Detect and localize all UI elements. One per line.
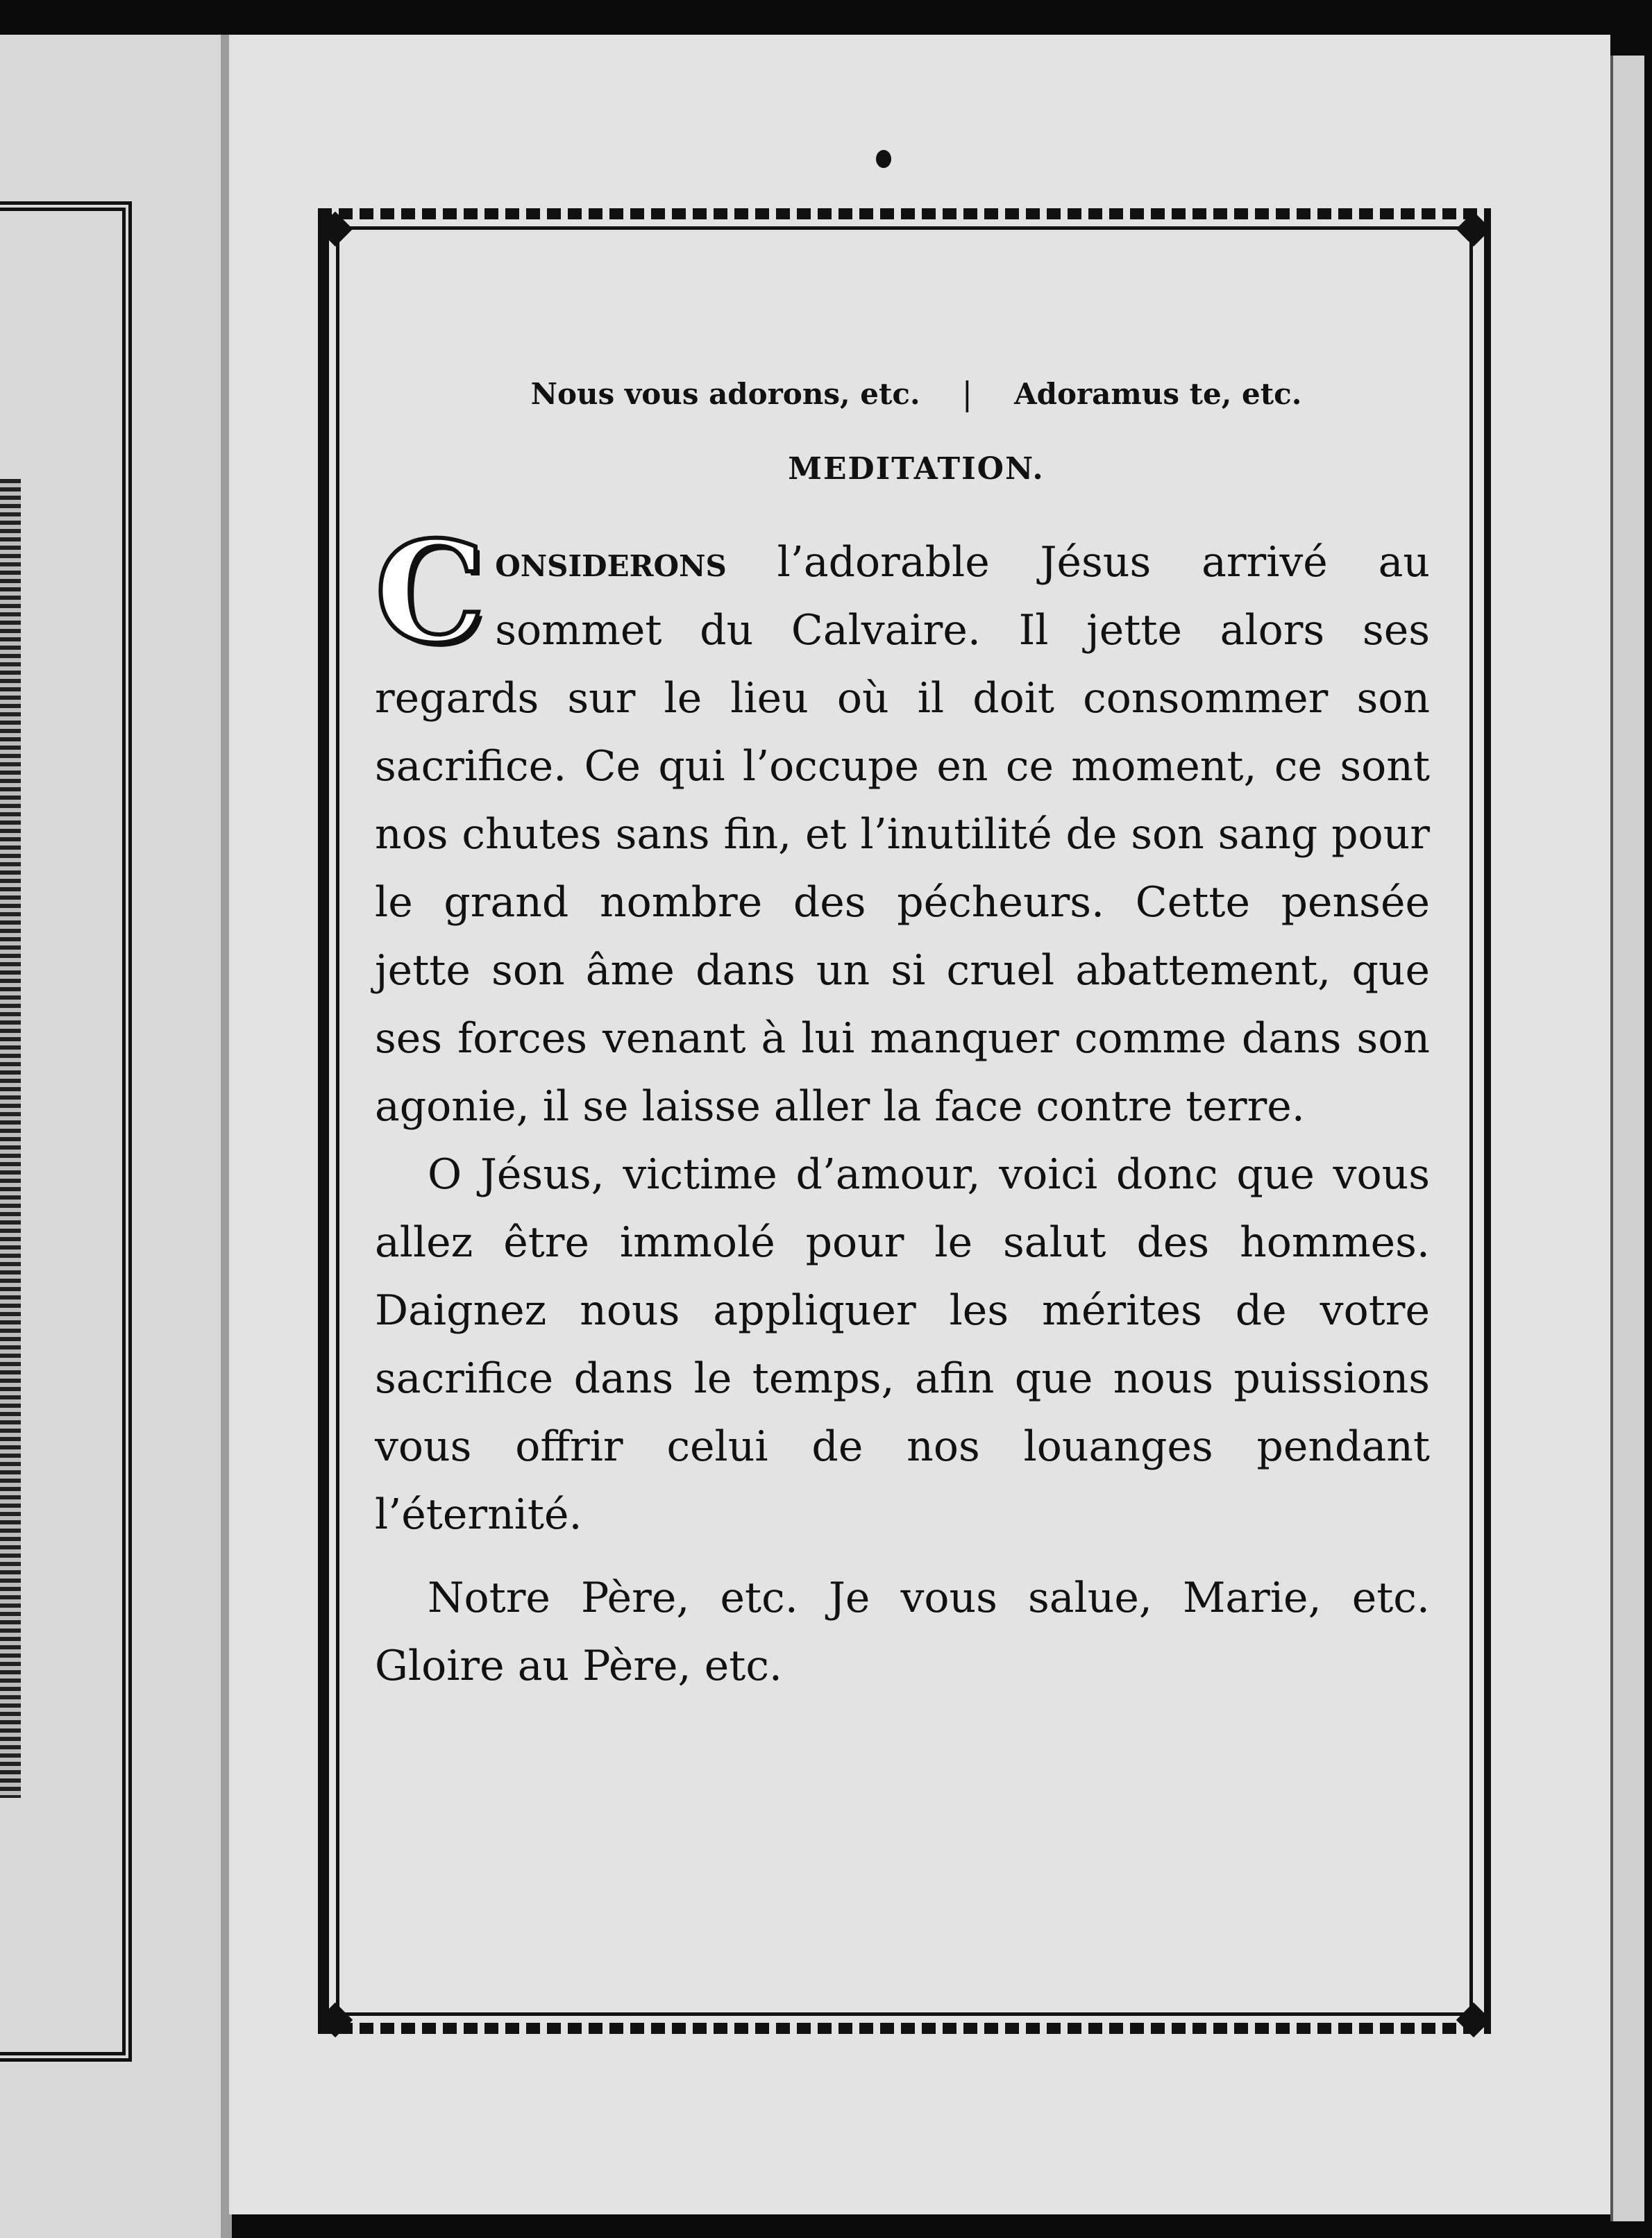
paragraph-1-text: l’adorable Jésus arrivé au sommet du Calvaire. Il jette alors ses regards sur le lieu où il doit consommer son sacrifice. Ce qui l’occupe en ce moment, ce sont nos chutes sans fin, et l’inutilité de son sang pour le grand nombre des pécheurs. Cette pensée jette son âme dans un si cruel abattement, que ses forces venant à lui manquer comme dans son agonie, il se laisse aller la face contre terre.: [375, 538, 1430, 1131]
corner-ornament-icon: ◆: [317, 1989, 353, 2043]
paragraph-2: O Jésus, victime d’amour, voici donc que vous allez être immolé pour le salut des hommes. Daignez nous appliquer les mérites de votre sacrifice dans le temps, afin que nous puissions vous offrir celui de nos louanges pendant l’éternité.: [375, 1150, 1430, 1539]
drop-cap: C: [375, 511, 486, 674]
paragraph-1-lead: onsiderons: [495, 538, 727, 587]
corner-ornament-icon: ◆: [1456, 1989, 1492, 2043]
facing-page-image-edge: [0, 479, 21, 1798]
running-head-right: Adoramus te, etc.: [1014, 376, 1302, 411]
corner-ornament-icon: ◆: [1456, 199, 1492, 252]
section-heading: MEDITATION.: [788, 451, 1045, 487]
page-content: [375, 375, 1430, 1700]
running-head: [403, 375, 1430, 412]
facing-page: [0, 35, 229, 2238]
corner-ornament-icon: ◆: [317, 199, 353, 252]
paragraph-1: [375, 511, 1430, 1141]
paragraph-3: Notre Père, etc. Je vous salue, Marie, etc. Gloire au Père, etc.: [375, 1574, 1430, 1690]
ink-spot: [876, 150, 891, 168]
running-head-separator: |: [961, 375, 973, 412]
page-edge: [1610, 56, 1644, 2221]
running-head-left: Nous vous adorons, etc.: [530, 376, 920, 411]
